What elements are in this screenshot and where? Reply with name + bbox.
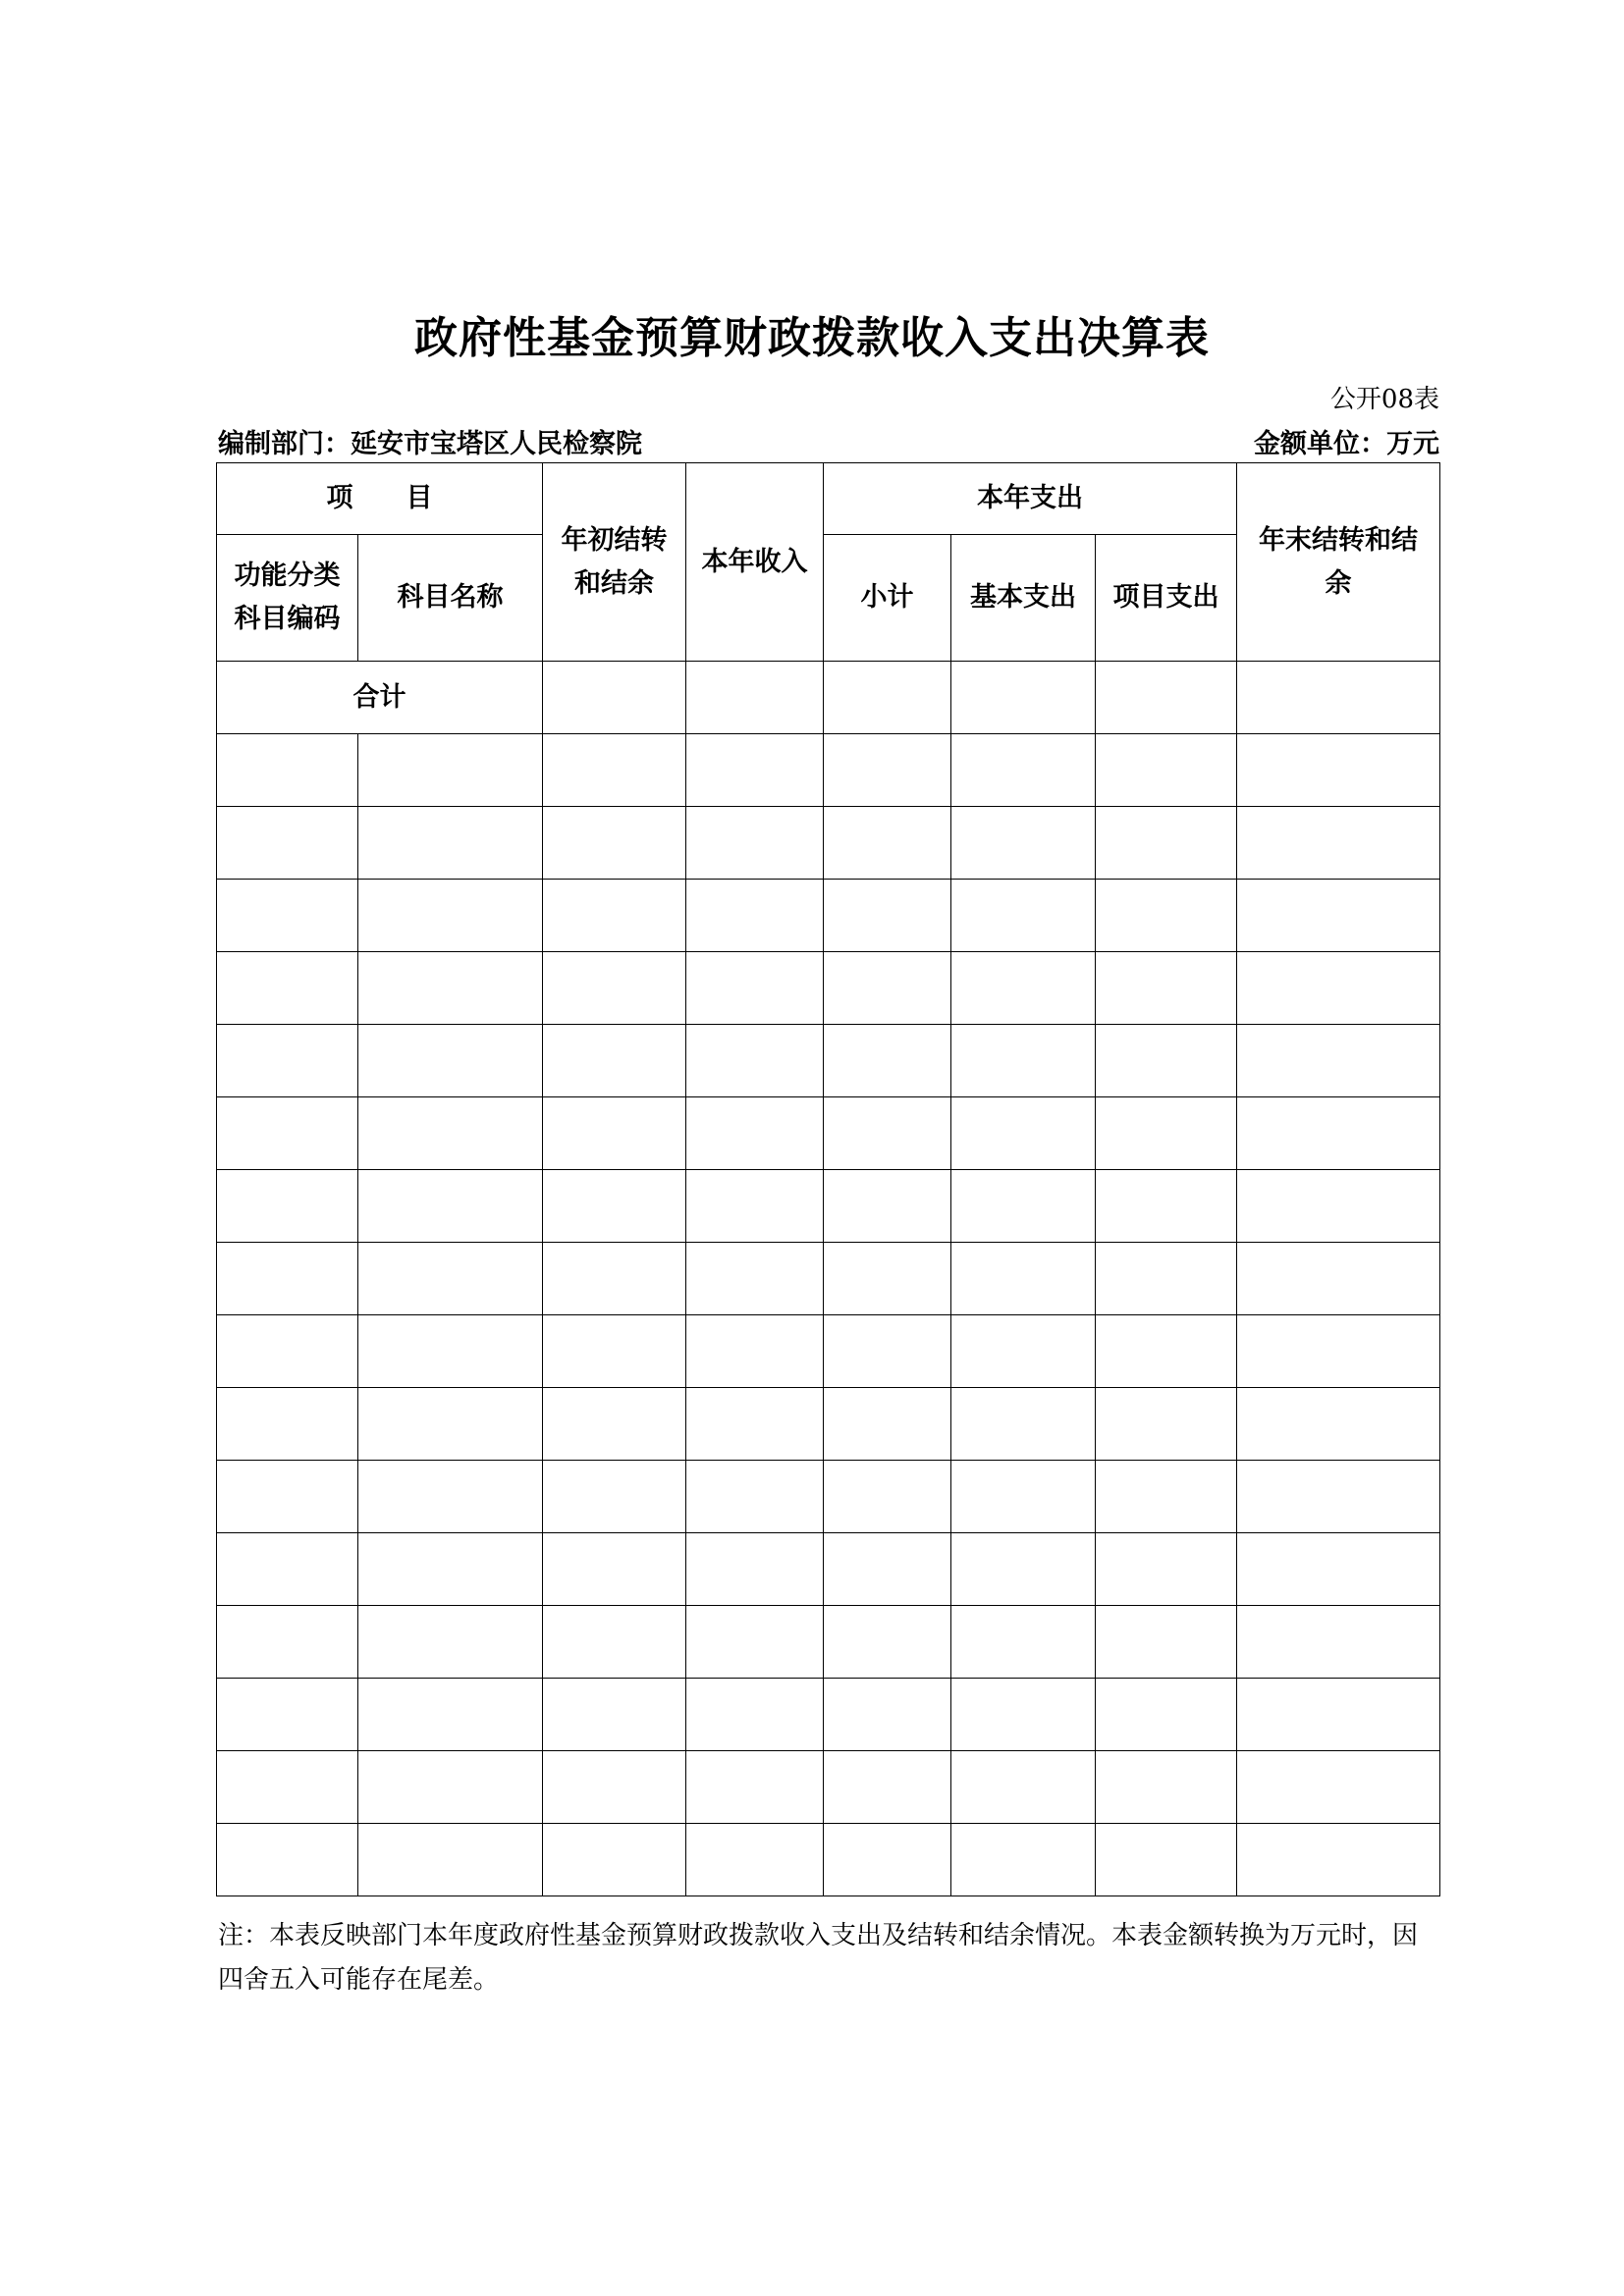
table-cell bbox=[686, 1461, 824, 1533]
header-project: 项目支出 bbox=[1096, 535, 1237, 662]
header-subtotal: 小计 bbox=[824, 535, 951, 662]
table-cell bbox=[824, 1170, 951, 1243]
table-cell bbox=[824, 1243, 951, 1315]
table-cell bbox=[686, 734, 824, 807]
table-cell bbox=[358, 952, 543, 1025]
header-end-balance: 年末结转和结余 bbox=[1237, 463, 1440, 662]
table-cell bbox=[1237, 1170, 1440, 1243]
table-cell bbox=[217, 807, 358, 880]
header-begin-balance: 年初结转和结余 bbox=[543, 463, 686, 662]
table-cell bbox=[358, 880, 543, 952]
table-cell bbox=[543, 734, 686, 807]
table-cell bbox=[951, 1097, 1096, 1170]
table-cell bbox=[1096, 1025, 1237, 1097]
table-cell bbox=[951, 1824, 1096, 1896]
table-cell bbox=[951, 1170, 1096, 1243]
table-cell bbox=[217, 1170, 358, 1243]
table-cell bbox=[1237, 1025, 1440, 1097]
table-cell bbox=[824, 1097, 951, 1170]
table-cell bbox=[358, 1461, 543, 1533]
budget-table bbox=[216, 462, 1440, 1896]
table-cell bbox=[951, 1388, 1096, 1461]
table-cell bbox=[1237, 880, 1440, 952]
table-cell bbox=[543, 1388, 686, 1461]
table-cell bbox=[543, 1751, 686, 1824]
total-label: 合计 bbox=[217, 662, 543, 734]
table-cell bbox=[1096, 1097, 1237, 1170]
table-cell bbox=[543, 1097, 686, 1170]
table-cell bbox=[1237, 1243, 1440, 1315]
table-cell bbox=[951, 1315, 1096, 1388]
table-cell bbox=[1096, 1315, 1237, 1388]
table-cell bbox=[686, 952, 824, 1025]
table-cell bbox=[686, 880, 824, 952]
table-cell bbox=[358, 1025, 543, 1097]
table-row bbox=[217, 1388, 1440, 1461]
header-subject-name: 科目名称 bbox=[358, 535, 543, 662]
total-cell bbox=[824, 662, 951, 734]
table-cell bbox=[951, 1533, 1096, 1606]
total-row bbox=[217, 662, 1440, 734]
table-cell bbox=[1096, 1461, 1237, 1533]
table-cell bbox=[1237, 1097, 1440, 1170]
table-cell bbox=[1096, 734, 1237, 807]
table-row bbox=[217, 1170, 1440, 1243]
table-cell bbox=[824, 1388, 951, 1461]
page-title: 政府性基金预算财政拨款收入支出决算表 bbox=[414, 313, 1210, 363]
table-row bbox=[217, 880, 1440, 952]
table-cell bbox=[358, 1606, 543, 1679]
table-cell bbox=[543, 1170, 686, 1243]
table-row bbox=[217, 952, 1440, 1025]
table-cell bbox=[1237, 1751, 1440, 1824]
table-cell bbox=[543, 880, 686, 952]
table-cell bbox=[217, 1315, 358, 1388]
footnote: 注：本表反映部门本年度政府性基金预算财政拨款收入支出及结转和结余情况。本表金额转换为万元时，因四舍五入可能存在尾差。 bbox=[218, 1921, 1419, 1995]
table-cell bbox=[824, 807, 951, 880]
table-cell bbox=[951, 1751, 1096, 1824]
table-cell bbox=[1237, 1461, 1440, 1533]
table-cell bbox=[951, 1243, 1096, 1315]
table-cell bbox=[217, 1824, 358, 1896]
table-cell bbox=[217, 1461, 358, 1533]
table-cell bbox=[358, 1243, 543, 1315]
table-cell bbox=[1237, 1533, 1440, 1606]
table-row bbox=[217, 1315, 1440, 1388]
table-cell bbox=[543, 1606, 686, 1679]
table-cell bbox=[217, 1533, 358, 1606]
table-cell bbox=[543, 1461, 686, 1533]
total-cell bbox=[1237, 662, 1440, 734]
table-cell bbox=[1237, 1679, 1440, 1751]
table-cell bbox=[543, 1824, 686, 1896]
total-cell bbox=[951, 662, 1096, 734]
table-number: 公开08表 bbox=[1329, 385, 1439, 414]
table-cell bbox=[358, 734, 543, 807]
table-row bbox=[217, 1533, 1440, 1606]
table-cell bbox=[217, 734, 358, 807]
table-row bbox=[217, 1606, 1440, 1679]
table-cell bbox=[358, 1388, 543, 1461]
table-cell bbox=[1096, 1606, 1237, 1679]
total-cell bbox=[686, 662, 824, 734]
table-row bbox=[217, 1243, 1440, 1315]
table-cell bbox=[1237, 1315, 1440, 1388]
table-cell bbox=[1096, 1388, 1237, 1461]
table-cell bbox=[686, 807, 824, 880]
table-cell bbox=[358, 1533, 543, 1606]
table-cell bbox=[217, 1679, 358, 1751]
table-cell bbox=[824, 1315, 951, 1388]
table-cell bbox=[686, 1170, 824, 1243]
table-cell bbox=[1096, 1824, 1237, 1896]
table-cell bbox=[543, 1533, 686, 1606]
table-cell bbox=[358, 1097, 543, 1170]
table-row bbox=[217, 1751, 1440, 1824]
table-cell bbox=[543, 807, 686, 880]
table-row bbox=[217, 1461, 1440, 1533]
table-cell bbox=[1096, 1533, 1237, 1606]
table-cell bbox=[686, 1533, 824, 1606]
table-cell bbox=[543, 1315, 686, 1388]
table-cell bbox=[217, 952, 358, 1025]
table-cell bbox=[1096, 1170, 1237, 1243]
table-cell bbox=[951, 807, 1096, 880]
table-cell bbox=[358, 1170, 543, 1243]
table-cell bbox=[824, 1461, 951, 1533]
table-cell bbox=[1096, 1679, 1237, 1751]
table-cell bbox=[1096, 1243, 1237, 1315]
header-basic: 基本支出 bbox=[951, 535, 1096, 662]
unit-label: 金额单位：万元 bbox=[1254, 429, 1439, 459]
table-cell bbox=[686, 1025, 824, 1097]
table-cell bbox=[217, 880, 358, 952]
table-cell bbox=[1237, 1824, 1440, 1896]
table-cell bbox=[543, 1679, 686, 1751]
table-cell bbox=[358, 1679, 543, 1751]
table-cell bbox=[358, 1315, 543, 1388]
table-cell bbox=[1096, 952, 1237, 1025]
table-cell bbox=[217, 1388, 358, 1461]
table-cell bbox=[686, 1097, 824, 1170]
table-cell bbox=[543, 952, 686, 1025]
table-cell bbox=[686, 1679, 824, 1751]
table-cell bbox=[1237, 1606, 1440, 1679]
table-cell bbox=[951, 1679, 1096, 1751]
header-func-code: 功能分类科目编码 bbox=[217, 535, 358, 662]
table-row bbox=[217, 1025, 1440, 1097]
table-cell bbox=[824, 1679, 951, 1751]
table-cell bbox=[686, 1751, 824, 1824]
department-label: 编制部门：延安市宝塔区人民检察院 bbox=[218, 429, 642, 459]
table-row bbox=[217, 807, 1440, 880]
table-row bbox=[217, 1824, 1440, 1896]
table-cell bbox=[217, 1097, 358, 1170]
table-cell bbox=[1096, 807, 1237, 880]
table-cell bbox=[951, 1606, 1096, 1679]
table-cell bbox=[543, 1243, 686, 1315]
table-cell bbox=[686, 1824, 824, 1896]
table-cell bbox=[686, 1243, 824, 1315]
table-cell bbox=[1237, 807, 1440, 880]
table-cell bbox=[217, 1751, 358, 1824]
header-item: 项 目 bbox=[217, 463, 543, 535]
table-row bbox=[217, 1679, 1440, 1751]
table-cell bbox=[951, 1461, 1096, 1533]
table-cell bbox=[217, 1025, 358, 1097]
table-cell bbox=[686, 1315, 824, 1388]
table-cell bbox=[358, 1824, 543, 1896]
table-cell bbox=[358, 1751, 543, 1824]
table-cell bbox=[1096, 880, 1237, 952]
table-cell bbox=[1237, 952, 1440, 1025]
header-income: 本年收入 bbox=[686, 463, 824, 662]
table-cell bbox=[824, 734, 951, 807]
total-cell bbox=[1096, 662, 1237, 734]
table-cell bbox=[824, 880, 951, 952]
table-row bbox=[217, 734, 1440, 807]
table-cell bbox=[824, 1606, 951, 1679]
table-cell bbox=[824, 952, 951, 1025]
total-cell bbox=[543, 662, 686, 734]
table-cell bbox=[824, 1751, 951, 1824]
table-cell bbox=[951, 880, 1096, 952]
table-row bbox=[217, 1097, 1440, 1170]
table-cell bbox=[217, 1243, 358, 1315]
table-cell bbox=[824, 1824, 951, 1896]
table-cell bbox=[543, 1025, 686, 1097]
header-expense: 本年支出 bbox=[824, 463, 1237, 535]
table-cell bbox=[1096, 1751, 1237, 1824]
table-cell bbox=[1237, 734, 1440, 807]
table-cell bbox=[951, 952, 1096, 1025]
table-cell bbox=[951, 1025, 1096, 1097]
table-cell bbox=[358, 807, 543, 880]
table-cell bbox=[686, 1388, 824, 1461]
table-cell bbox=[686, 1606, 824, 1679]
table-cell bbox=[951, 734, 1096, 807]
table-cell bbox=[824, 1533, 951, 1606]
table-cell bbox=[824, 1025, 951, 1097]
table-cell bbox=[1237, 1388, 1440, 1461]
table-cell bbox=[217, 1606, 358, 1679]
